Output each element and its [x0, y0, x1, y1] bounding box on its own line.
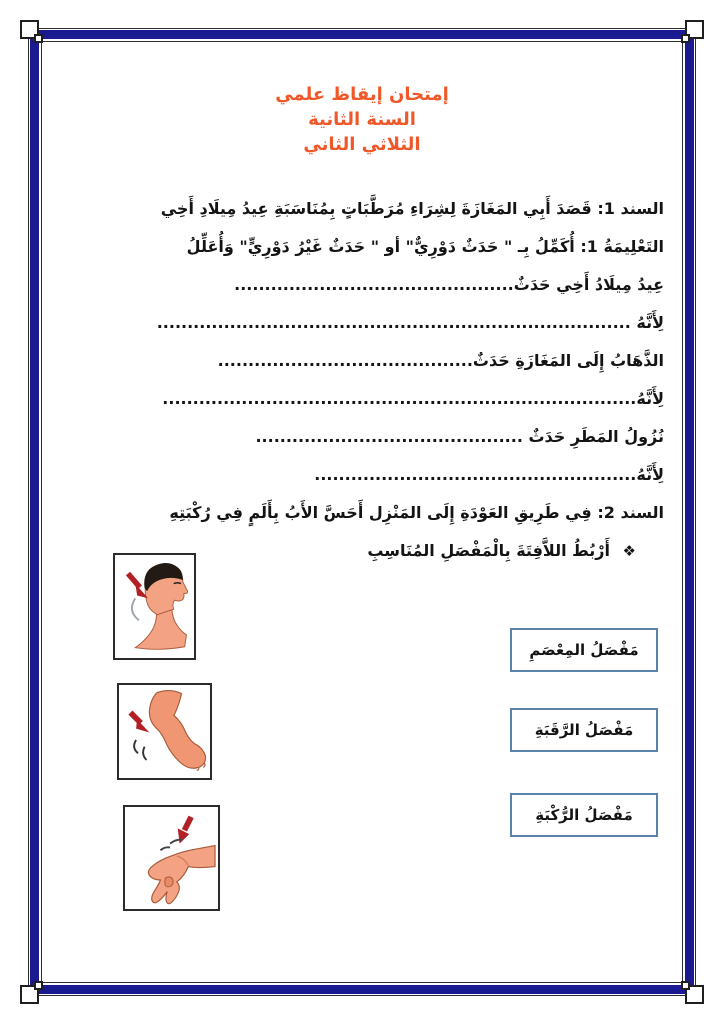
border-corner-ornament-icon — [20, 20, 39, 39]
motion-dash-2 — [160, 847, 170, 850]
red-arrow-icon — [130, 713, 140, 723]
fill-line-rain: نُزُولُ المَطَرِ حَدَثٌ ............................................ — [255, 427, 664, 446]
exam-body — [60, 190, 664, 570]
fill-line-because-2: لِأَنَّهُ.............................................................................. — [162, 389, 664, 408]
thumb — [165, 877, 173, 887]
bent-hand-illustration — [127, 809, 216, 907]
section1-instruction: التَعْلِيمَةُ 1: أُكَمِّلُ بِـ " حَدَثٌ دَوْرِيٌّ" أو " حَدَثٌ غَيْرُ دَوْرِيٍّ" وَأُعَلِّلُ — [186, 237, 664, 256]
red-arrow-head — [136, 719, 149, 732]
label-neck-joint-text: مَفْصَلُ الرَّقَبَةِ — [534, 721, 634, 739]
knee-joint-image — [117, 683, 212, 780]
label-knee-joint — [510, 793, 658, 837]
title-line-year: السنة الثانية — [308, 109, 416, 130]
motion-dash-2 — [143, 747, 146, 760]
leg — [149, 691, 205, 769]
exam-title — [0, 82, 724, 157]
fill-line-store: الذَّهَابُ إِلَى المَغَازَةِ حَدَثٌ.......................................... — [217, 351, 664, 370]
neck-joint-image — [113, 553, 196, 660]
red-arrow-icon — [128, 574, 140, 588]
border-corner-ornament-icon — [20, 985, 39, 1004]
bent-leg-illustration — [121, 687, 208, 776]
diamond-bullet-icon: ❖ — [622, 542, 636, 560]
section2-intro: السند 2: فِي طَرِيقِ العَوْدَةِ إِلَى المَنْزِل أَحَسَّ الأَبُ بِأَلَمٍ فِي رُكْبَتِهِ — [169, 503, 664, 522]
title-line-exam: إمتحان إيقاظ علمي — [275, 84, 449, 105]
border-corner-ornament-icon — [685, 20, 704, 39]
red-arrow-head — [178, 828, 189, 843]
label-wrist-joint-text: مَفْصَلُ المِعْصَمِ — [529, 641, 639, 659]
wrist-joint-image — [123, 805, 220, 911]
neck-motion-curve — [132, 598, 139, 620]
section2-task-text: أَرْبُطُ اللاَّفِتَةَ بِالْمَفْصَلِ المُنَاسِبِ — [367, 541, 610, 560]
motion-dash-1 — [134, 740, 138, 753]
label-neck-joint — [510, 708, 658, 752]
title-line-trimester: الثلاثي الثاني — [303, 134, 421, 155]
label-knee-joint-text: مَفْصَلُ الرُّكْبَةِ — [535, 806, 633, 824]
fill-line-birthday: عِيدُ مِيلَادُ أَخِي حَدَثٌ.............................................. — [234, 275, 664, 294]
border-corner-ornament-icon — [685, 985, 704, 1004]
label-wrist-joint — [510, 628, 658, 672]
man-head-profile-illustration — [117, 557, 192, 656]
hand — [148, 846, 215, 904]
red-arrow-icon — [184, 817, 191, 830]
fill-line-because-3: لِأَنَّهُ..................................................... — [314, 465, 664, 484]
section1-intro: السند 1: قَصَدَ أَبِي المَغَازَةَ لِشِرَاءِ مُرَطَّبَاتٍ بِمُنَاسَبَةِ عِيدُ مِيلَادِ أَخِي — [160, 199, 664, 218]
fill-line-because-1: لِأَنَّهُ .............................................................................. — [156, 313, 664, 332]
